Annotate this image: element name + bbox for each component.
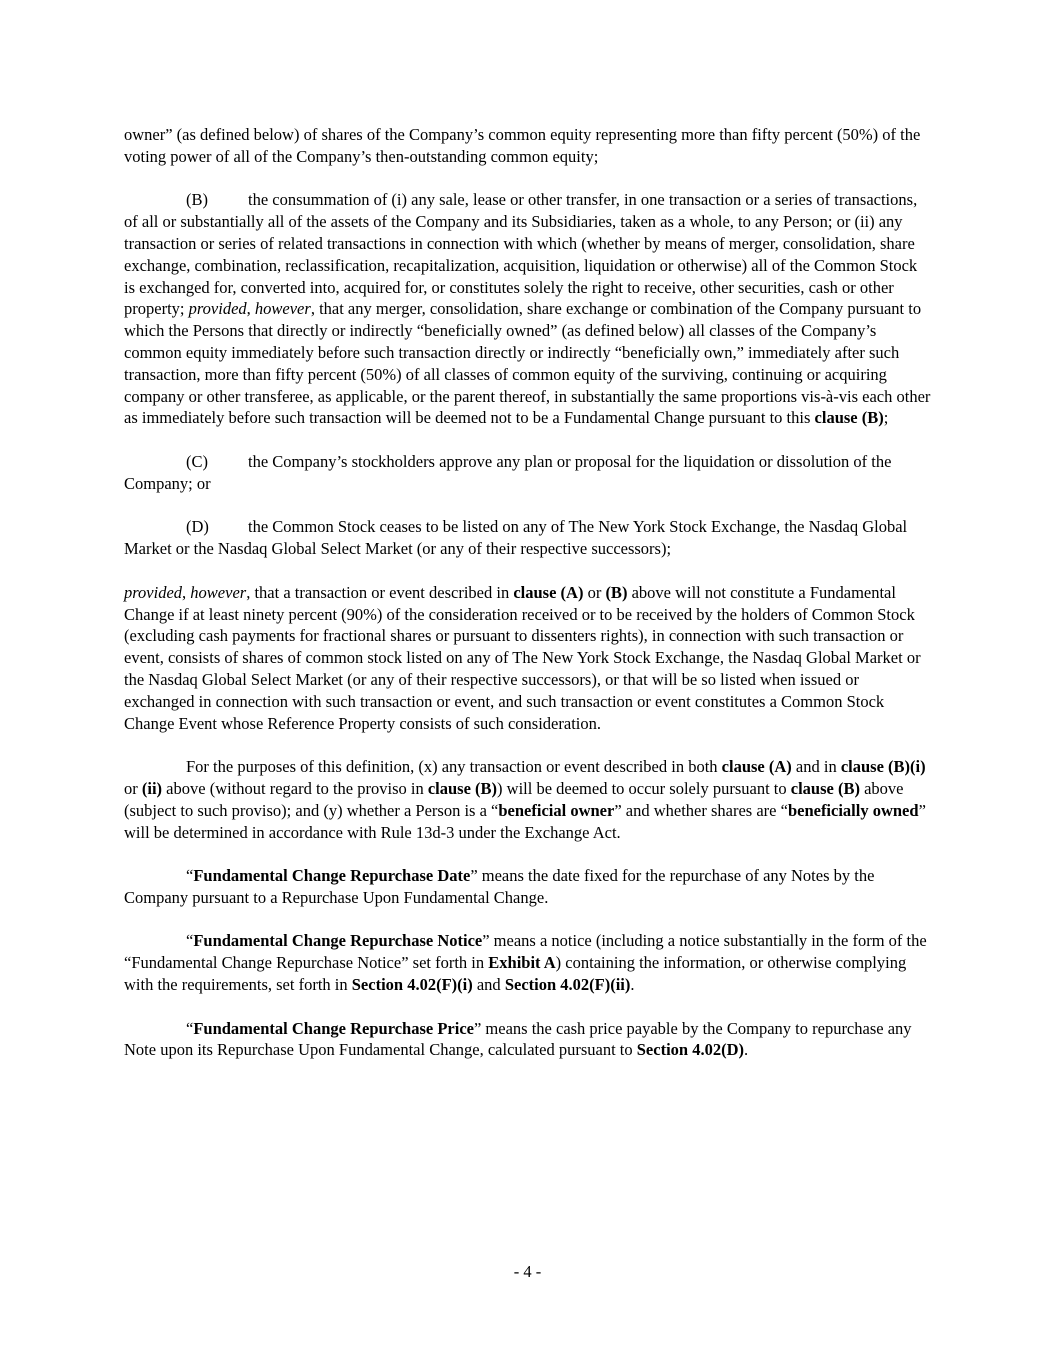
section-reference: Section 4.02(F)(ii) (504, 975, 631, 995)
section-reference: Section 4.02(F)(i) (351, 975, 473, 995)
clause-c-label: (C) (186, 451, 208, 471)
defined-term: Fundamental Change Repurchase Date (193, 866, 471, 886)
clause-reference: clause (B)(i) (840, 757, 926, 777)
section-reference: Exhibit A (488, 953, 556, 973)
clause-d-paragraph: (D) the Common Stock ceases to be listed on any of The New York Stock Exchange, the Nasdaq Global Market or the Nasdaq Global Select Market (or any of their respective successors); (124, 517, 908, 559)
defined-term: beneficially owned (787, 800, 919, 820)
clause-reference: (B) (605, 582, 628, 602)
defined-term: Fundamental Change Repurchase Notice (193, 931, 483, 951)
definition-repurchase-date: “Fundamental Change Repurchase Date” means the date fixed for the repurchase of any Notes by the Company pursuant to a Repurchase Upon Fundamental Change. (124, 866, 875, 907)
clause-reference: clause (B) (790, 778, 860, 798)
clause-b-paragraph: (B) the consummation of (i) any sale, lease or other transfer, in one transaction or a series of transactions, of all or substantially all of the assets of the Company and its Subsidiaries, taken as a whole, to any Person; or (ii) any transaction or series of related transactions in connection with which (whether by means of merger, consolidation, share exchange, combination, reclassification, recapitalization, acquisition, liquidation or otherwise) all of the Common Stock is exchanged for, converted into, acquired for, or constitutes solely the right to receive, other securities, cash or other property; provided, however, that any merger, consolidation, share exchange or combination of the Company pursuant to which the Persons that directly or indirectly “beneficially owned” (as defined below) all classes of the Company’s common equity immediately before such transaction directly or indirectly “beneficially own,” immediately after such transaction, more than fifty percent (50%) of all classes of common equity of the surviving, continuing or acquiring company or other transferee, as applicable, or the parent thereof, in substantially the same proportions vis-à-vis each other as immediately before such transaction will be deemed not to be a Fundamental Change pursuant to this clause (B); (124, 190, 931, 428)
definition-repurchase-notice: “Fundamental Change Repurchase Notice” means a notice (including a notice substantially in the form of the “Fundamental Change Repurchase Notice” set forth in Exhibit A) containing the information, or otherwise complying with the requirements, set forth in Section 4.02(F)(i) and Section 4.02(F)(ii). (124, 931, 927, 995)
paragraph-owner-continuation: owner” (as defined below) of shares of the Company’s common equity representing more than fifty percent (50%) of the voting power of all of the Company’s then-outstanding common equity; (124, 125, 921, 166)
clause-c-paragraph: (C) the Company’s stockholders approve any plan or proposal for the liquidation or dissolution of the Company; or (124, 451, 892, 493)
defined-term: beneficial owner (498, 800, 615, 820)
page-number: - 4 - (513, 1262, 542, 1281)
purposes-paragraph: For the purposes of this definition, (x) any transaction or event described in both clause (A) and in clause (B)(i) or (ii) above (without regard to the proviso in clause (B)) will be deemed to occur solely pursuant to clause (B) above (subject to such proviso); and (y) whether a Person is a “beneficial owner” and whether shares are “beneficially owned” will be determined in accordance with Rule 13d-3 under the Exchange Act. (124, 757, 926, 842)
clause-reference: clause (B) (814, 408, 884, 428)
defined-term: Fundamental Change Repurchase Price (193, 1018, 474, 1038)
clause-reference: clause (A) (513, 582, 584, 602)
clause-b-label: (B) (186, 190, 208, 210)
clause-reference: (ii) (141, 778, 163, 798)
clause-reference: clause (B) (427, 778, 498, 798)
definition-repurchase-price: “Fundamental Change Repurchase Price” means the cash price payable by the Company to repurchase any Note upon its Repurchase Upon Fundamental Change, calculated pursuant to Section 4.02(D). (124, 1018, 912, 1060)
clause-reference: clause (A) (721, 757, 792, 777)
section-reference: Section 4.02(D) (636, 1040, 744, 1060)
document-page (124, 124, 932, 1083)
clause-d-label: (D) (186, 517, 209, 537)
proviso-paragraph: provided, however, that a transaction or event described in clause (A) or (B) above will not constitute a Fundamental Change if at least ninety percent (90%) of the consideration received or to be received by the holders of Common Stock (excluding cash payments for fractional shares or pursuant to dissenters rights), in connection with such transaction or event, consists of shares of common stock listed on any of The New York Stock Exchange, the Nasdaq Global Market or the Nasdaq Global Select Market (or any of their respective successors), or that will be so listed when issued or exchanged in connection with such transaction or event, and such transaction or event constitutes a Common Stock Change Event whose Reference Property consists of such consideration. (124, 582, 921, 733)
